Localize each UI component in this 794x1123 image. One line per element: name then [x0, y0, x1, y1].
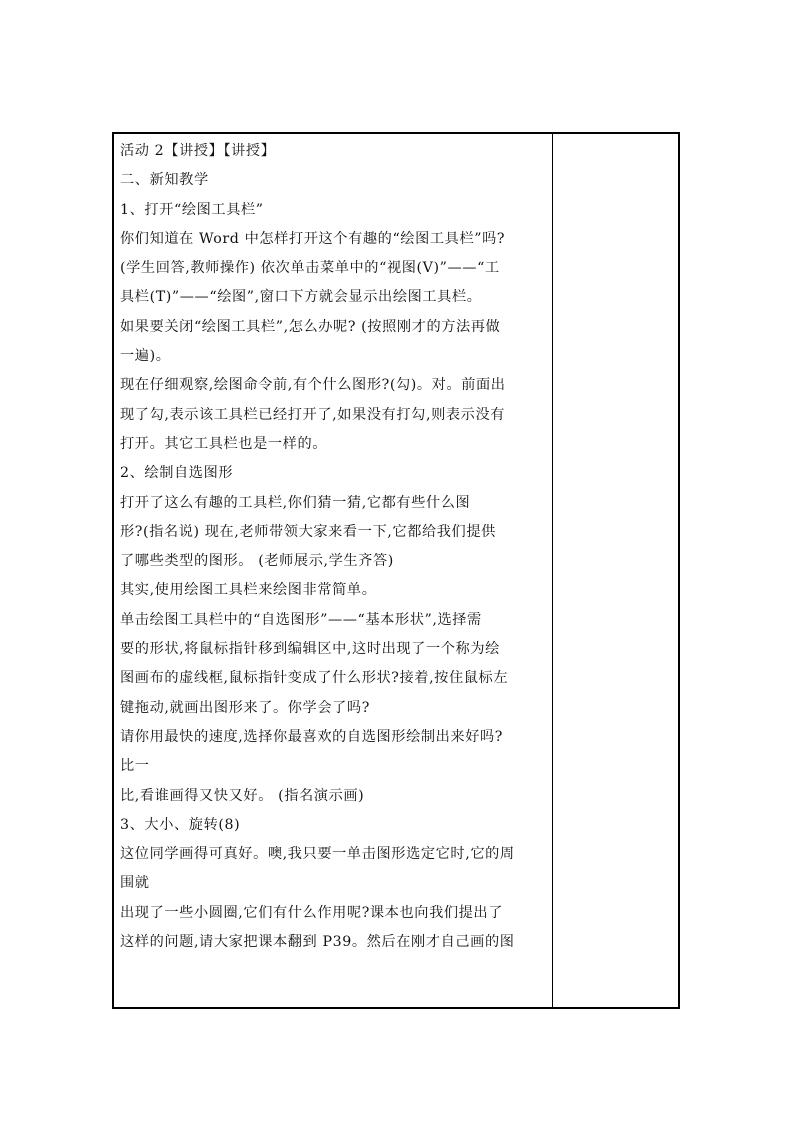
text-line: 其实,使用绘图工具栏来绘图非常简单。: [120, 582, 377, 599]
notes-cell: [553, 134, 678, 1007]
text-line: 这位同学画得可真好。噢,我只要一单击图形选定它时,它的周: [120, 846, 515, 863]
text-line: 要的形状,将鼠标指针移到编辑区中,这时出现了一个称为绘: [120, 641, 500, 658]
text-line: 形?(指名说) 现在,老师带领大家来看一下,它都给我们提供: [120, 523, 496, 540]
text-line: 现了勾,表示该工具栏已经打开了,如果没有打勾,则表示没有: [120, 406, 506, 423]
text-line: 3、大小、旋转(8): [120, 816, 241, 833]
text-line: 图画布的虚线框,鼠标指针变成了什么形状?接着,按住鼠标左: [120, 670, 509, 687]
text-line: 活动 2【讲授】【讲授】: [120, 143, 276, 159]
text-line: 围就: [120, 875, 150, 892]
text-line: 请你用最快的速度,选择你最喜欢的自选图形绘制出来好吗?: [120, 728, 504, 745]
text-line: 打开了这么有趣的工具栏,你们猜一猜,它都有些什么图: [120, 494, 471, 511]
text-line: 单击绘图工具栏中的“自选图形”——“基本形状”,选择需: [120, 611, 482, 628]
text-line: 比,看谁画得又快又好。 (指名演示画): [120, 787, 365, 804]
text-line: 这样的问题,请大家把课本翻到 P39。然后在刚才自己画的图: [120, 934, 515, 951]
text-line: 出现了一些小圆圈,它们有什么作用呢?课本也向我们提出了: [120, 904, 504, 921]
lesson-table: [112, 132, 680, 1009]
text-line: 比一: [120, 758, 150, 775]
lesson-content-cell: [120, 137, 548, 957]
text-line: 现在仔细观察,绘图命令前,有个什么图形?(勾)。对。前面出: [120, 377, 506, 394]
text-line: 如果要关闭“绘图工具栏”,怎么办呢? (按照刚才的方法再做: [120, 318, 501, 335]
text-line: (学生回答,教师操作) 依次单击菜单中的“视图(V)”——“工: [120, 260, 500, 277]
text-line: 你们知道在 Word 中怎样打开这个有趣的“绘图工具栏”吗?: [120, 230, 506, 247]
text-line: 具栏(T)”——“绘图”,窗口下方就会显示出绘图工具栏。: [120, 289, 482, 306]
text-line: 二、新知教学: [120, 172, 209, 189]
text-line: 一遍)。: [120, 348, 171, 365]
text-line: 键拖动,就画出图形来了。你学会了吗?: [120, 699, 370, 716]
text-line: 2、绘制自选图形: [120, 465, 234, 482]
text-line: 打开。其它工具栏也是一样的。: [120, 435, 328, 452]
text-line: 了哪些类型的图形。 (老师展示,学生齐答): [120, 553, 394, 570]
text-line: 1、打开“绘图工具栏”: [120, 201, 264, 218]
